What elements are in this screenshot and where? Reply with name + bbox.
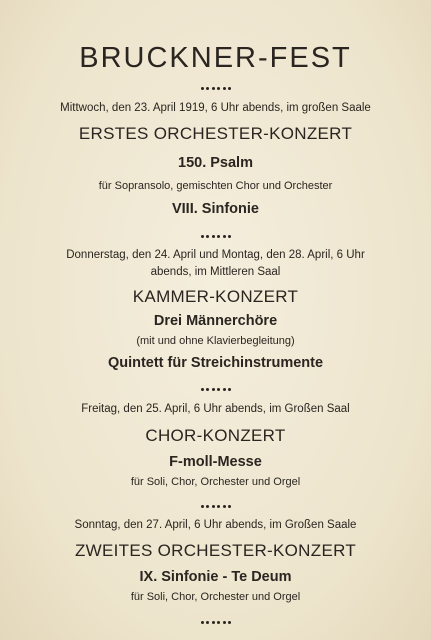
concert-name: ERSTES ORCHESTER-KONZERT xyxy=(78,124,353,143)
work-title: Drei Männerchöre xyxy=(153,313,278,329)
page-title: BRUCKNER-FEST xyxy=(79,42,352,74)
concert-name: CHOR-KONZERT xyxy=(145,426,286,445)
work-detail: für Soli, Chor, Orchester und Orgel xyxy=(130,591,301,603)
concert-name: ZWEITES ORCHESTER-KONZERT xyxy=(74,541,357,560)
separator-dots xyxy=(201,86,231,90)
work-title: VIII. Sinfonie xyxy=(171,201,259,217)
concert-date: Sonntag, den 27. April, 6 Uhr abends, im Großen Saale xyxy=(74,519,357,531)
concert-date: Mittwoch, den 23. April 1919, 6 Uhr abends, im großen Saale xyxy=(60,102,371,114)
separator-dots xyxy=(201,504,231,508)
concert-date: Donnerstag, den 24. April und Montag, den 28. April, 6 Uhr xyxy=(66,249,365,261)
work-detail: für Sopransolo, gemischten Chor und Orchester xyxy=(98,180,333,192)
work-title: IX. Sinfonie - Te Deum xyxy=(139,569,292,585)
concert-date: Freitag, den 25. April, 6 Uhr abends, im Großen Saal xyxy=(81,403,350,415)
work-title: F-moll-Messe xyxy=(169,454,262,470)
work-title: Quintett für Streichinstrumente xyxy=(107,355,324,371)
separator-dots xyxy=(201,387,231,391)
work-detail: (mit und ohne Klavierbegleitung) xyxy=(136,335,295,347)
separator-dots xyxy=(201,234,231,238)
separator-dots xyxy=(201,620,231,624)
concert-name: KAMMER-KONZERT xyxy=(132,287,299,306)
concert-date: abends, im Mittleren Saal xyxy=(150,266,281,278)
work-title: 150. Psalm xyxy=(178,155,253,171)
work-detail: für Soli, Chor, Orchester und Orgel xyxy=(130,476,301,488)
